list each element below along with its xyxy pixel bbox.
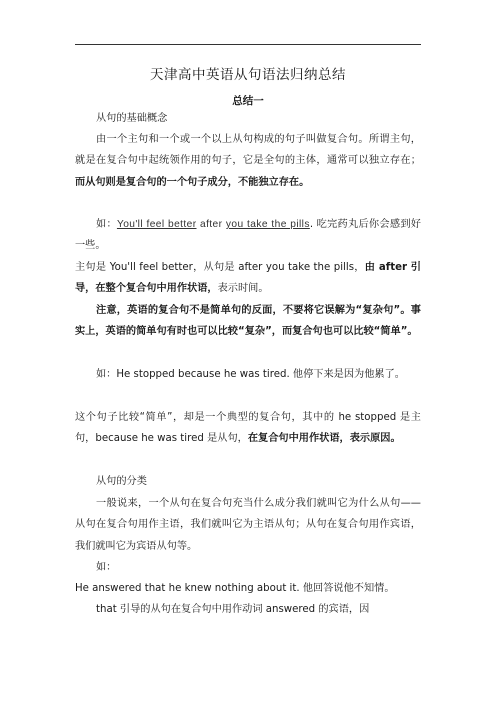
example-3: He answered that he knew nothing about it. 他回答说他不知情。 <box>75 583 395 594</box>
example-conjunction: after <box>196 219 226 230</box>
example-2: 如：He stopped because he was tired. 他停下来是因为他累了。 <box>96 369 405 380</box>
example-subordinate-clause: you take the pills <box>225 219 310 230</box>
example-main-clause: You'll feel better <box>116 219 197 230</box>
example-translation: . 吃完药丸后你会感到好一些。 <box>75 219 421 252</box>
example-3-prefix: 如： <box>96 562 117 573</box>
header-rule <box>75 44 421 45</box>
definition-text: 由一个主句和一个或一个以上从句构成的句子叫做复合句。所谓主句，就是在复合句中起统领作用的句子，它是全句的主体，通常可以独立存在； <box>75 134 421 167</box>
example-analysis-text: 这个句子比较“简单”，却是一个典型的复合句，其中的 he stopped 是主句，because he was tired 是从句， <box>75 412 421 445</box>
section-heading-classification: 从句的分类 <box>96 476 147 487</box>
paragraph-object-clause: that 引导的从句在复合句中用作动词 answered 的宾语，因 <box>96 604 370 615</box>
paragraph-example-analysis <box>75 407 421 450</box>
section-heading-basics: 从句的基础概念 <box>96 113 168 124</box>
analysis-tail: 表示时间。 <box>217 283 269 295</box>
paragraph-definition <box>75 129 421 193</box>
section-subtitle: 总结一 <box>232 95 264 107</box>
analysis-text: 主句是 You'll feel better，从句是 after you take the pills， <box>75 262 365 273</box>
document-title: 天津高中英语从句语法归纳总结 <box>150 67 346 83</box>
paragraph-note: 注意，英语的复合句不是简单句的反面，不要将它误解为“复杂句”。事实上，英语的简单句有时也可以比较“复杂”，而复合句也可以比较“简单”。 <box>75 305 421 338</box>
example-1 <box>75 214 421 257</box>
example-analysis-emphasis: 在复合句中用作状语，表示原因。 <box>247 433 401 445</box>
example-prefix: 如： <box>96 219 117 230</box>
definition-emphasis: 而从句则是复合句的一个句子成分，不能独立存在。 <box>75 176 310 188</box>
paragraph-classification: 一般说来，一个从句在复合句充当什么成分我们就叫它为什么从句——从句在复合句用作主语，我们就叫它为主语从句；从句在复合句用作宾语，我们就叫它为宾语从句等。 <box>75 498 421 552</box>
paragraph-analysis <box>75 257 421 300</box>
analysis-emphasis: 由 after 引导，在整个复合句中用作状语， <box>75 262 421 295</box>
